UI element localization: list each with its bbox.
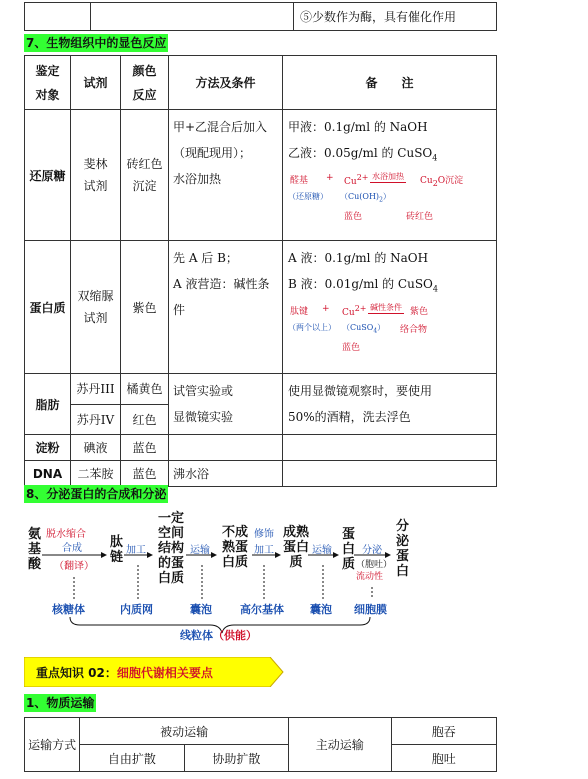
header-method: 方法及条件 (169, 56, 283, 110)
arrow-label-exocytosis: （胞吐） (356, 560, 393, 570)
starch-color: 蓝色 (121, 435, 169, 461)
sugar-equation: 醛基 + $Cu^{2+}$ 水浴加热 $Cu_2O$沉淀 （还原糖） $(Cu(OH)_2)$ 蓝色 砖红色 (288, 172, 464, 223)
fat-reagent-1: 苏丹III (71, 374, 121, 405)
fat-method: 试管实验或 显微镜实验 (169, 374, 283, 435)
organelle-er: 内质网 (120, 603, 153, 616)
top-table-cell: ⑤少数作为酶，具有催化作用 (294, 3, 497, 31)
fat-name: 脂肪 (25, 374, 71, 435)
arrow-label-dehydration: 脱水缩合 (46, 529, 86, 540)
dna-reagent: 二苯胺 (71, 461, 121, 487)
key-point-title: 细胞代谢相关要点 (116, 666, 213, 680)
mitochondria-label: 线粒体（供能） (180, 629, 257, 642)
arrow-label-transport-1: 运输 (190, 545, 210, 556)
arrow-label-synthesis: 合成 (62, 543, 82, 554)
dna-method: 沸水浴 (169, 461, 283, 487)
top-table (24, 2, 497, 31)
node-peptide: 肽 链 (110, 535, 124, 565)
fat-note: 使用显微镜观察时，要使用 50%的酒精，洗去浮色 (283, 374, 497, 435)
sugar-color: 砖红色 沉淀 (121, 110, 169, 241)
organelle-vesicle-1: 囊泡 (190, 603, 212, 616)
arrow-label-process-2: 加工 (254, 545, 274, 556)
section1-heading: 1、物质运输 (26, 696, 95, 710)
sugar-method: 甲+乙混合后加入 （现配现用）； 水浴加热 (169, 110, 283, 241)
sugar-reagent: 斐林 试剂 (71, 110, 121, 241)
organelle-vesicle-2: 囊泡 (310, 603, 332, 616)
fat-reagent-2: 苏丹IV (71, 404, 121, 435)
facilitated-diffusion: 协助扩散 (184, 745, 288, 772)
transport-table (24, 717, 497, 772)
protein-method: 先 A 后 B； A 液营造：碱性条件 (169, 241, 283, 374)
secretion-diagram (24, 505, 424, 645)
protein-note: A 液：0.1g/ml 的 NaOH B 液：0.01g/ml 的 CuSO$_4$ 肽键 + $Cu^{2+}$ 碱性条件 紫色 （两个以上） （CuSO$_4$） 络合物 蓝色 (283, 241, 497, 374)
section7-heading: 7、生物组织中的显色反应 (26, 36, 167, 50)
node-secreted-protein: 分 泌 蛋 白 (396, 519, 410, 579)
protein-equation: 肽键 + $Cu^{2+}$ 碱性条件 紫色 （两个以上） （CuSO$_4$） 络合物 蓝色 (288, 303, 429, 354)
sugar-name: 还原糖 (25, 110, 71, 241)
passive-transport: 被动运输 (80, 718, 289, 745)
node-protein: 蛋 白 质 (342, 527, 356, 572)
fat-color-2: 红色 (121, 404, 169, 435)
protein-color: 紫色 (121, 241, 169, 374)
protein-name: 蛋白质 (25, 241, 71, 374)
arrow-label-secrete: 分泌 (362, 545, 382, 556)
node-mature-protein: 成熟 蛋白 质 (282, 525, 309, 570)
starch-reagent: 碘液 (71, 435, 121, 461)
protein-reagent: 双缩脲 试剂 (71, 241, 121, 374)
header-object: 鉴定 对象 (25, 56, 71, 110)
exocytosis: 胞吐 (391, 745, 496, 772)
header-reagent: 试剂 (71, 56, 121, 110)
key-point-label: 重点知识 02： (36, 666, 117, 680)
section8-heading: 8、分泌蛋白的合成和分泌 (26, 487, 167, 501)
starch-name: 淀粉 (25, 435, 71, 461)
organelle-membrane: 细胞膜 (354, 603, 387, 616)
organelle-ribosome: 核糖体 (52, 603, 85, 616)
active-transport: 主动运输 (289, 718, 391, 772)
node-folded-protein: 一定 空间 结构 的蛋 白质 (157, 511, 184, 586)
node-amino-acid: 氨 基 酸 (28, 527, 42, 572)
header-note: 备 注 (283, 56, 497, 110)
key-point-banner (24, 657, 284, 687)
endocytosis: 胞吞 (391, 718, 496, 745)
arrow-label-translation: （翻译） (54, 561, 94, 572)
color-reaction-table (24, 55, 497, 487)
header-color: 颜色 反应 (121, 56, 169, 110)
free-diffusion: 自由扩散 (80, 745, 184, 772)
transport-mode: 运输方式 (25, 718, 80, 772)
dna-name: DNA (25, 461, 71, 487)
organelle-golgi: 高尔基体 (240, 603, 284, 616)
arrow-label-modify: 修饰 (254, 529, 274, 540)
sugar-note: 甲液：0.1g/ml 的 NaOH 乙液：0.05g/ml 的 CuSO$_4$ 醛基 + $Cu^{2+}$ 水浴加热 $Cu_2O$沉淀 （还原糖） $(Cu(OH)_2)$ 蓝色 砖红色 (283, 110, 497, 241)
arrow-label-fluidity: 流动性 (356, 572, 384, 582)
arrow-label-transport-2: 运输 (312, 545, 332, 556)
node-immature-protein: 不成 熟蛋 白质 (221, 525, 248, 570)
arrow-label-process: 加工 (126, 545, 146, 556)
fat-color-1: 橘黄色 (121, 374, 169, 405)
dna-color: 蓝色 (121, 461, 169, 487)
